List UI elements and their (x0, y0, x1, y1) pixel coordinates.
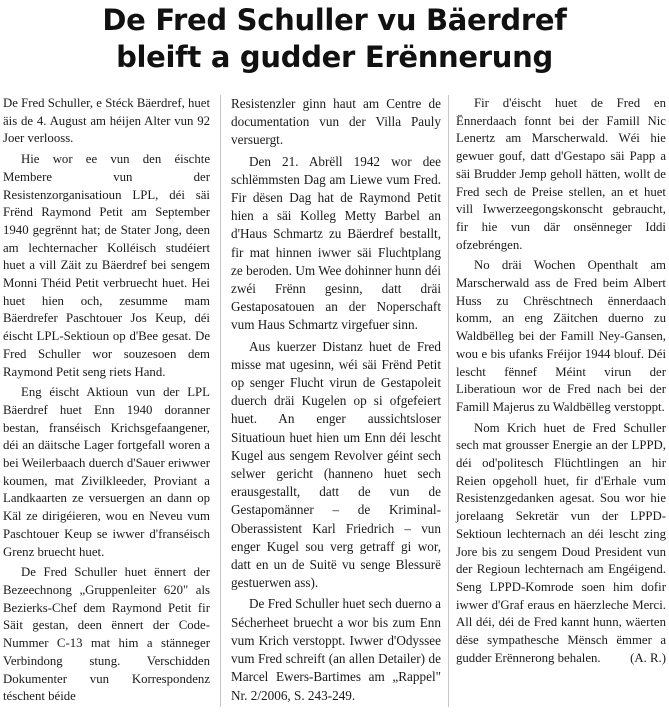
headline-line-2: bleift a gudder Erënnerung (116, 40, 553, 74)
paragraph-text: Nom Krich huet de Fred Schuller sech mat grousser Energie an der LPPD, déi od'politesch Flüchtlingen an hir Reien opgeholl huet, fir d'Erhale vum Resistenzgedanken agesat. Sou wor hie jorelaang Sekretär vun der LPPD-Sektioun lechternach an déi lescht zing Jore bis zu sengem Doud President vun der Regioun lechternach am Engéigend. Seng LPPD-Komrode soen him dofir iwwer d'Graf eraus en häerzleche Merci. All déi, déi de Fred kannt hunn, wäerten dëse sympathesche Mënsch ëmmer a gudder Erënnerong behalen. (456, 420, 666, 665)
paragraph: De Fred Schuller huet ënnert der Bezeechnong „Gruppenleiter 620" als Bezierks-Chef dem Raymond Petit fir Säit gestan, deen ënnert der Code-Nummer C-13 mat him a stänneger Verbindong stung. Verschidden Dokumenter vun Korrespondenz téschent béide (3, 565, 210, 704)
paragraph: Eng éischt Aktioun vun der LPL Bäerdref huet Enn 1940 doranner bestan, franséisch Krichsgefaangener, déi an däitsche Lager fortgefall woren a bei Weilerbaach duerch d'Sauer eriwwer koumen, mat Zivilkleeder, Proviant a Landkaarten ze versuergen an dann op Käl ze dirigéieren, wou en Neveu vum Paschtouer Keup se iwwer d'franséisch Grenz bruecht huet. (3, 385, 210, 559)
author-signature: (A. R.) (630, 650, 666, 665)
paragraph: De Fred Schuller, e Stéck Bäerdref, huet äis de 4. August am héijen Alter vun 92 Joer verlooss. (3, 96, 211, 146)
article-column-2 (231, 95, 441, 705)
paragraph: Fir d'éischt huet de Fred en Ënnerdaach fonnt bei der Famill Nic Lenertz am Marscherwald. Wéi hie gewuer gouf, datt d'Gestapo säi Papp a säi Brudder Jemp geholl hätten, wollt de Fred sech de Preise stellen, an et huet vill Iwwerzeegongskonscht gebraucht, fir hie vun där onsënneger Iddi ofzebréngen. (456, 96, 666, 252)
paragraph: Resistenzler ginn haut am Centre de documentation vun der Villa Pauly versuergt. (231, 96, 441, 148)
paragraph: Den 21. Abrëll 1942 wor dee schlëmmsten Dag am Liewe vum Fred. Fir dësen Dag hat de Raymond Petit hien a säi Kolleg Metty Barbel an d'Haus Schmartz zu Bäerdref bestallt, fir mat hinnen iwwer säi Fluchtplang ze beroden. Um Wee dohinner hunn déi zwéi Frënn gesinn, datt dräi Gestaposatouen an der Noperschaft vum Haus Schmartz virgefuer sinn. (231, 153, 441, 333)
paragraph: De Fred Schuller huet sech duerno a Sécherheet bruecht a wor bis zum Enn vum Krich verstoppt. Iwwer d'Odyssee vum Fred schreift (an allen Detailer) de Marcel Ewers-Bartimes am „Rappel" Nr. 2/2006, S. 243-249. (231, 596, 441, 703)
column-divider-2 (448, 95, 449, 707)
article-column-1 (3, 95, 210, 706)
last-paragraph (456, 420, 666, 668)
article-column-3 (456, 95, 666, 668)
paragraph: Hie wor ee vun den éischte Membere vun der Resistenzorganisatioun LPL, déi säi Frënd Raymond Petit am September 1940 gegrënnt hat; de Stater Jong, deen am lechternacher Kolléisch studéiert huet a vill Zäit zu Bäerdref bei sengem Monni Théid Petit verbruecht huet. Hei huet hien och, zesumme mam Bäerdrefer Paschtouer Jos Keup, déi éischt LPL-Sektioun op d'Bee gesat. De Fred Schuller wor souzesoen dem Raymond Petit seng riets Hand. (3, 152, 210, 379)
paragraph: No dräi Wochen Openthalt am Marscherwald ass de Fred beim Albert Huss zu Chrëschtnech ënnerdaach komm, an eng Zäitchen duerno zu Waldbëlleg bei der Famill Ney-Gansen, wou e bis ufanks Fréijor 1944 blouf. Déi lescht fënnef Méint virun der Liberatioun wor de Fred nach bei der Famill Majerus zu Waldbëlleg verstoppt. (456, 258, 666, 414)
paragraph: Aus kuerzer Distanz huet de Fred misse mat ugesinn, wéi säi Frënd Petit op senger Flucht virun de Gestapoleit duerch dräi Kugelen op si ofgefeiert huet. An enger aussichtsloser Situatioun huet hien um Enn déi lescht Kugel aus sengem Revolver géint sech selwer gericht (hanneno huet sech erausgestallt, datt de vun de Gestapomänner – de Kriminal-Oberassistent Karl Friedrich – vun enger Kugel sou verg getraff gi wor, datt en un de Suitë vu senge Blessurë gestuerwen ass). (231, 338, 441, 591)
headline-line-1: De Fred Schuller vu Bäerdref (102, 3, 567, 37)
column-divider-1 (220, 95, 221, 707)
article-headline (0, 2, 669, 76)
